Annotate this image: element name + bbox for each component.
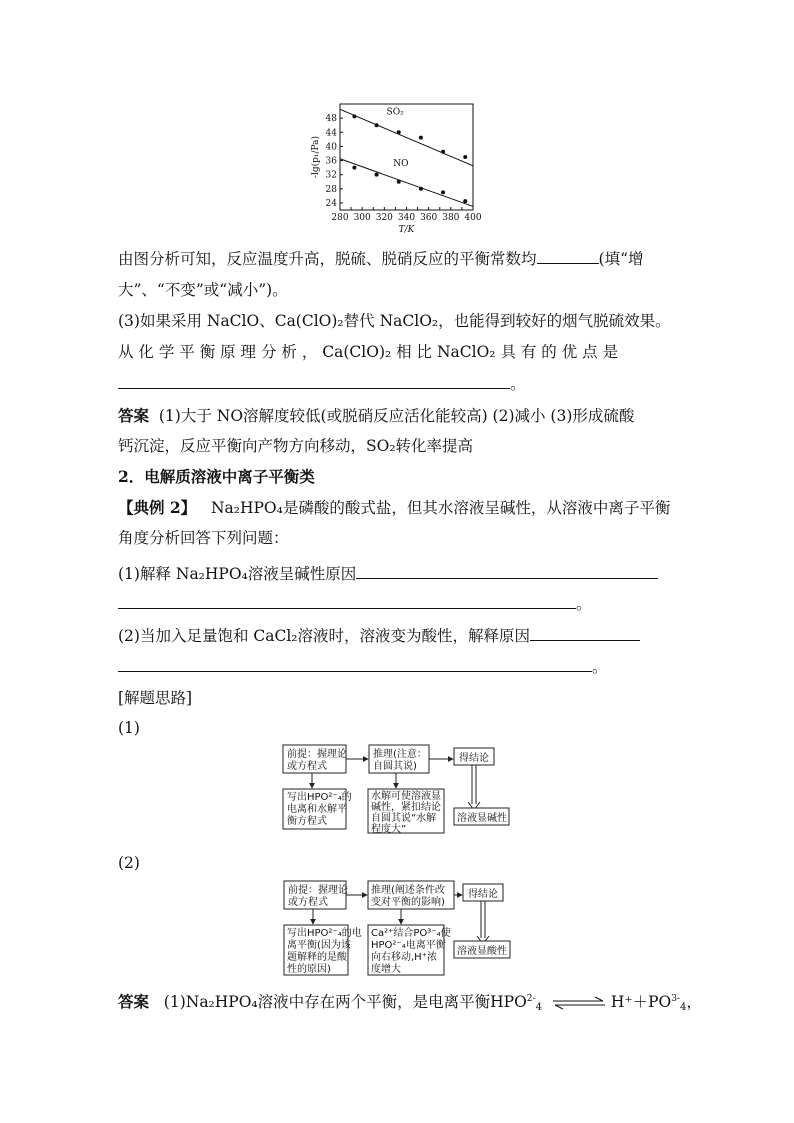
- p4-text: 从 化 学 平 衡 原 理 分 析 ， Ca(ClO)₂ 相 比 NaClO₂ 具 有 的 优 点 是: [118, 343, 619, 361]
- question-1: [118, 563, 658, 584]
- data-point: [375, 123, 379, 127]
- data-point: [419, 187, 423, 191]
- final-sub-1: 4: [535, 1002, 542, 1013]
- data-point: [375, 173, 379, 177]
- flow2-reasoning-line1: 推理(阐述条件改: [371, 885, 445, 896]
- flow2-detail1-line1: 写出HPO²⁻₄的电: [287, 928, 362, 939]
- answer-blank-6[interactable]: [118, 656, 592, 672]
- final-sub-2: 4: [680, 1002, 687, 1013]
- flow1-detail2-line4: 程度大”: [371, 824, 407, 834]
- data-point: [463, 155, 467, 159]
- question-1-text: (1)解释 Na₂HPO₄溶液呈碱性原因: [118, 565, 357, 583]
- paragraph-3: [118, 311, 671, 331]
- data-point: [441, 150, 445, 154]
- example-text: Na₂HPO₄是磷酸的酸式盐，但其水溶液呈碱性，从溶液中离子平衡: [210, 499, 671, 517]
- answer-blank-4[interactable]: [118, 593, 576, 609]
- y-tick-label: 48: [325, 114, 337, 125]
- x-tick-label: 380: [442, 213, 460, 223]
- y-axis-label: -lg(p₁/Pa): [311, 135, 321, 179]
- paragraph-5: [118, 373, 526, 394]
- solution-heading-text: [解题思路]: [118, 689, 193, 707]
- y-tick-label: 40: [325, 142, 337, 153]
- x-tick-label: 320: [375, 213, 393, 223]
- period-2: 。: [576, 595, 592, 613]
- step-1-label: [118, 718, 140, 738]
- question-2-text: (2)当加入足量饱和 CaCl₂溶液时，溶液变为酸性，解释原因: [118, 627, 531, 645]
- flow2-conclusion-text: 得结论: [468, 889, 498, 900]
- example-2: [118, 498, 670, 518]
- x-tick-label: 360: [420, 213, 438, 223]
- answer-label: 答案: [118, 406, 150, 425]
- flow1-premise-line1: 前提：握理论: [287, 749, 347, 760]
- y-tick-label: 28: [325, 184, 337, 195]
- question-1b: [118, 593, 592, 614]
- paragraph-1: [118, 248, 644, 269]
- example-label: 【典例 2】: [118, 498, 197, 517]
- flow2-detail1-line3: 题解释的是酸: [287, 952, 347, 963]
- final-answer: [118, 992, 702, 1012]
- answer-blank-1[interactable]: [537, 248, 599, 264]
- x-tick-label: 280: [331, 213, 349, 223]
- flow1-reasoning-line2: 自圆其说): [373, 761, 417, 772]
- y-tick-label: 36: [325, 156, 337, 167]
- answer-1b: [118, 436, 473, 456]
- flow1-detail2-line1: 水解可使溶液显: [371, 791, 441, 802]
- data-point: [397, 180, 401, 184]
- data-point: [397, 130, 401, 134]
- y-tick-label: 44: [325, 128, 337, 139]
- p3-text: (3)如果采用 NaClO、Ca(ClO)₂替代 NaClO₂，也能得到较好的烟气脱硫效果。: [118, 312, 671, 330]
- equilibrium-arrow-icon: [551, 996, 607, 1010]
- flow2-detail2-line1: Ca²⁺结合PO³⁻₄使: [371, 928, 451, 939]
- y-tick-label: 24: [325, 198, 337, 209]
- flow2-reasoning-line2: 变对平衡的影响): [371, 897, 445, 908]
- period-3: 。: [592, 658, 608, 676]
- data-point: [352, 166, 356, 170]
- example-2b: [118, 528, 289, 548]
- flow2-result-text: 溶液显酸性: [457, 946, 507, 957]
- series-label: NO: [393, 158, 409, 169]
- p1-text: 由图分析可知，反应温度升高，脱硫、脱硝反应的平衡常数均: [118, 250, 537, 268]
- x-tick-label: 340: [397, 213, 416, 223]
- question-2: [118, 625, 640, 646]
- data-point: [463, 199, 467, 203]
- paragraph-2: [118, 280, 288, 300]
- y-tick-label: 32: [325, 170, 337, 181]
- flowchart-2: [281, 878, 521, 978]
- chart: [308, 98, 488, 238]
- data-point: [352, 114, 356, 118]
- final-sup-2: 3-: [671, 993, 681, 1004]
- step-2-label: [118, 853, 140, 873]
- answer-blank-3[interactable]: [356, 563, 658, 579]
- final-answer-label: 答案: [118, 992, 150, 1011]
- flow1-premise-line2: 或方程式: [287, 761, 327, 772]
- flow2-detail2-line2: HPO²⁻₄电离平衡: [371, 940, 446, 951]
- example-text-b: 角度分析回答下列问题：: [118, 529, 289, 547]
- series-label: SO₂: [386, 107, 404, 118]
- flow1-detail2-line3: 自圆其说“水解: [371, 813, 437, 824]
- x-tick-label: 400: [464, 213, 482, 223]
- period-1: 。: [510, 375, 526, 393]
- flow1-reasoning-line1: 推理(注意：: [373, 749, 427, 760]
- flow2-detail1-line2: 离平衡(因为该: [287, 940, 351, 951]
- x-tick-label: 300: [353, 213, 371, 223]
- flow1-result-text: 溶液显碱性: [457, 813, 507, 824]
- flow2-premise-line1: 前提：握理论: [288, 885, 348, 896]
- flow2-premise-line2: 或方程式: [288, 897, 328, 908]
- section-heading: [118, 467, 315, 487]
- final-right-text: H⁺＋PO: [610, 993, 672, 1011]
- series-fit-line: [340, 109, 473, 166]
- flow1-conclusion-text: 得结论: [459, 753, 489, 764]
- flow2-detail1-line4: 性的原因): [287, 964, 331, 975]
- flow2-detail2-line3: 向右移动,H⁺浓: [371, 952, 437, 963]
- flowchart-1: [280, 742, 520, 834]
- answer-1b-text: 钙沉淀，反应平衡向产物方向移动，SO₂转化率提高: [118, 437, 474, 455]
- flow1-detail2-line2: 碱性，紧扣结论: [371, 802, 441, 813]
- answer-blank-2[interactable]: [118, 373, 510, 389]
- data-point: [441, 190, 445, 194]
- section-title: 2．电解质溶液中离子平衡类: [118, 467, 315, 486]
- p2-text: 大”、“不变”或“减小”)。: [118, 281, 288, 299]
- final-sup-1: 2-: [526, 993, 536, 1004]
- answer-1: [118, 406, 634, 426]
- flow1-detail1-line2: 电离和水解平: [287, 804, 347, 815]
- final-answer-text: (1)Na₂HPO₄溶液中存在两个平衡，是电离平衡HPO: [163, 993, 527, 1011]
- flow1-detail1-line1: 写出HPO²⁻₄的: [287, 792, 352, 803]
- question-2b: [118, 656, 608, 677]
- flow2-detail2-line4: 度增大: [371, 964, 401, 975]
- final-end: ，: [686, 993, 702, 1011]
- answer-blank-5[interactable]: [530, 625, 640, 641]
- step-2-number: (2): [118, 854, 140, 872]
- answer-1-text: (1)大于 NO溶解度较低(或脱硝反应活化能较高) (2)减小 (3)形成硫酸: [158, 407, 635, 425]
- step-1-number: (1): [118, 719, 140, 737]
- data-point: [419, 136, 423, 140]
- x-axis-label: T/K: [398, 225, 415, 235]
- flow1-detail1-line3: 衡方程式: [287, 816, 327, 827]
- paragraph-4: [118, 342, 618, 362]
- p1b-text: (填“增: [598, 250, 644, 268]
- solution-heading: [118, 688, 192, 708]
